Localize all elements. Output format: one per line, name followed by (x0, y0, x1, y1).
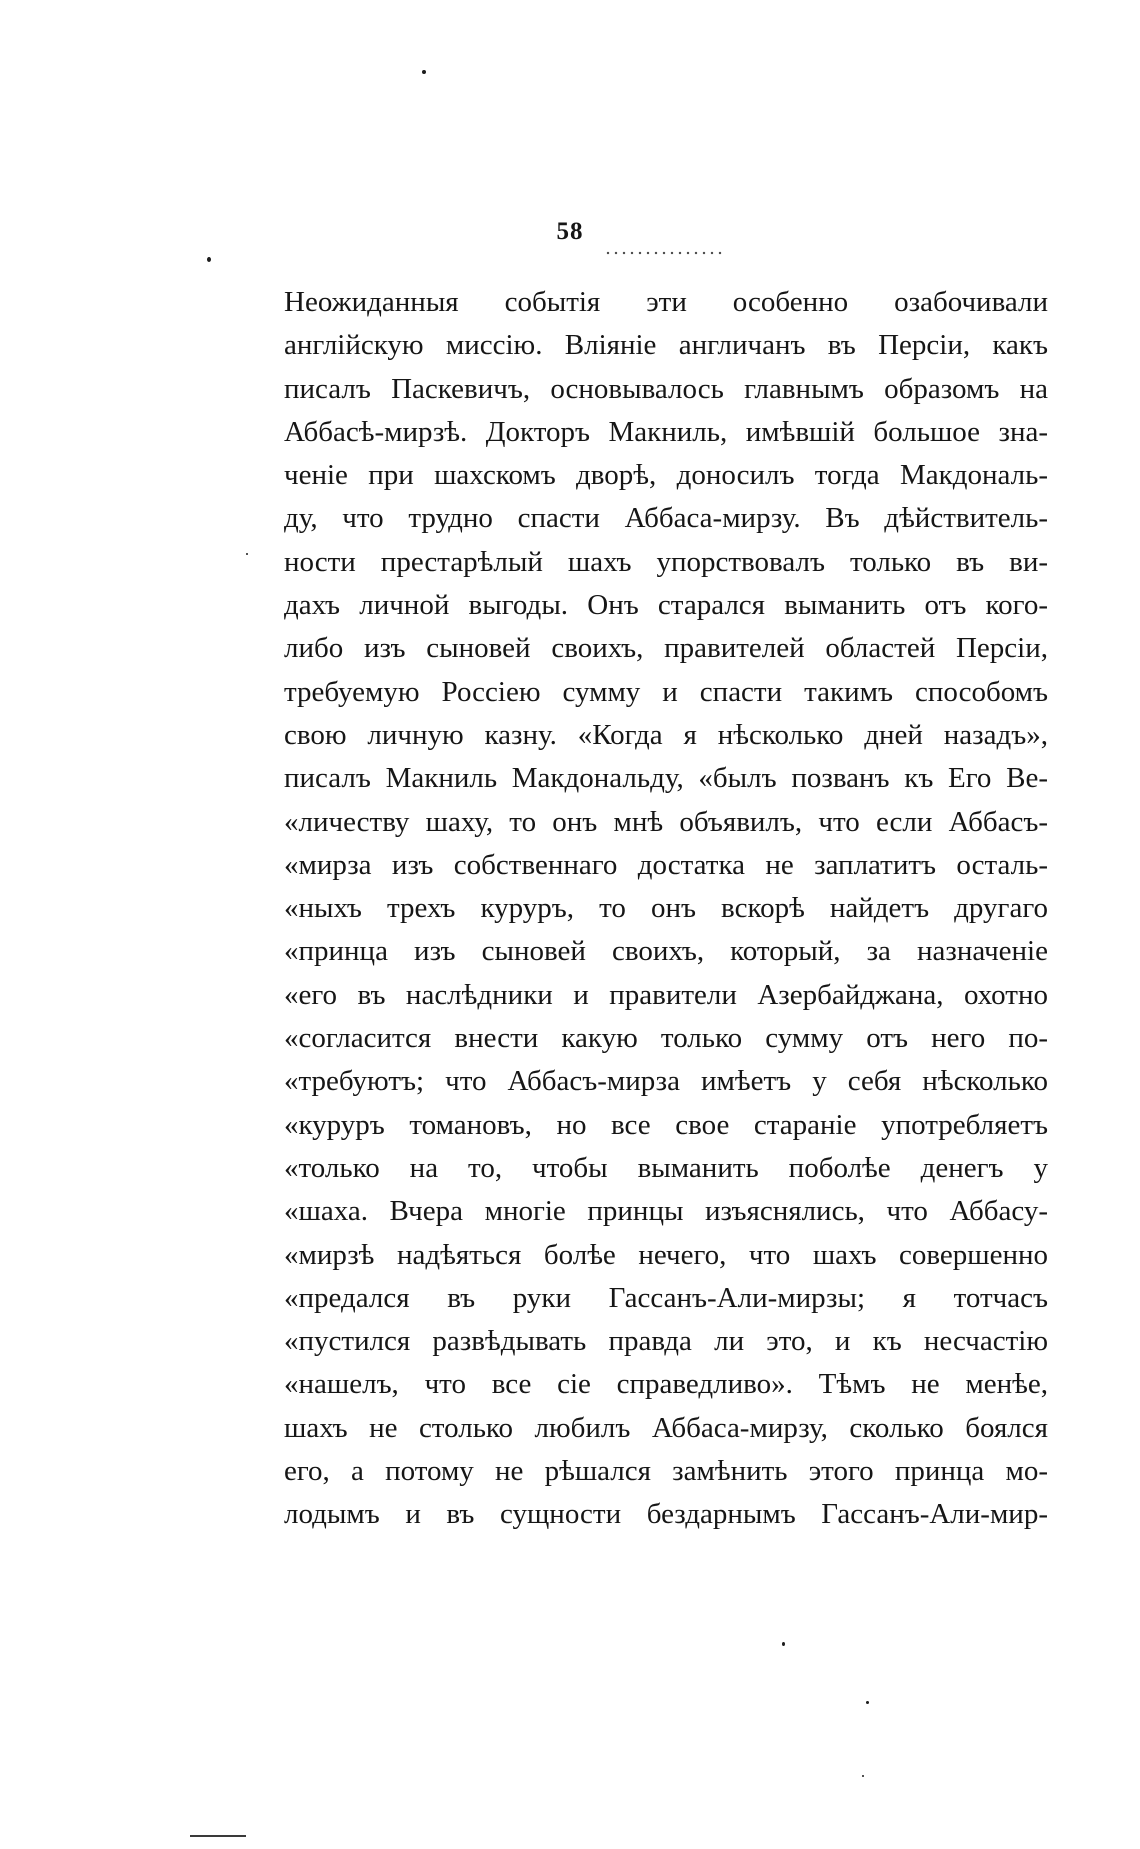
text-line: «согласится внести какую только сумму отъ него по- (284, 1022, 1048, 1055)
text-line: писалъ Паскевичъ, основывалось главнымъ образомъ на (284, 372, 1048, 405)
page-number-rule (604, 250, 724, 256)
text-line: писалъ Макниль Макдональду, «былъ позванъ къ Его Ве- (284, 762, 1048, 795)
text-line: ду, что трудно спасти Аббаса-мирзу. Въ дѣйствитель- (284, 502, 1048, 535)
page-number: 58 (556, 218, 584, 245)
text-line: ченіе при шахскомъ дворѣ, доносилъ тогда Макдональ- (284, 459, 1048, 492)
text-line: ности престарѣлый шахъ упорствовалъ только въ ви- (284, 545, 1048, 578)
scan-speck (866, 1701, 869, 1704)
text-line: его, а потому не рѣшался замѣнить этого принца мо- (284, 1455, 1048, 1488)
text-line: шахъ не столько любилъ Аббаса-мирзу, сколько боялся (284, 1411, 1048, 1444)
text-line: Неожиданныя событія эти особенно озабочивали (284, 286, 1048, 318)
scan-speck (207, 257, 211, 262)
text-line: либо изъ сыновей своихъ, правителей областей Персіи, (284, 632, 1048, 665)
text-line: «принца изъ сыновей своихъ, который, за назначеніе (284, 935, 1048, 968)
text-line: «нашелъ, что все сіе справедливо». Тѣмъ не менѣе, (284, 1368, 1048, 1401)
scan-speck (422, 70, 426, 74)
text-line: лодымъ и въ сущности бездарнымъ Гассанъ-Али-мир- (284, 1498, 1048, 1531)
text-line: «пустился развѣдывать правда ли это, и къ несчастію (284, 1325, 1048, 1358)
text-line: «мирза изъ собственнаго достатка не заплатитъ осталь- (284, 848, 1048, 881)
text-line: англійскую миссію. Вліяніе англичанъ въ Персіи, какъ (284, 329, 1048, 362)
text-line: «личеству шаху, то онъ мнѣ объявилъ, что если Аббасъ- (284, 805, 1048, 838)
text-line: требуемую Россіею сумму и спасти такимъ способомъ (284, 675, 1048, 708)
text-line: «мирзѣ надѣяться болѣе нечего, что шахъ совершенно (284, 1238, 1048, 1271)
scan-speck (862, 1775, 864, 1777)
text-block (284, 281, 1048, 1537)
text-line: «его въ наслѣдники и правители Азербайджана, охотно (284, 978, 1048, 1011)
text-line: дахъ личной выгоды. Онъ старался выманить отъ кого- (284, 589, 1048, 622)
text-line: «только на то, чтобы выманить поболѣе денегъ у (284, 1151, 1048, 1184)
bottom-rule (190, 1835, 246, 1837)
text-line: «требуютъ; что Аббасъ-мирза имѣетъ у себя нѣсколько (284, 1065, 1048, 1098)
text-line: свою личную казну. «Когда я нѣсколько дней назадъ», (284, 718, 1048, 751)
text-line: Аббасѣ-мирзѣ. Докторъ Макниль, имѣвшій большое зна- (284, 415, 1048, 448)
text-line: «шаха. Вчера многіе принцы изъяснялись, что Аббасу- (284, 1195, 1048, 1228)
text-line: «куруръ томановъ, но все свое стараніе употребляетъ (284, 1108, 1048, 1141)
scan-speck (246, 553, 248, 555)
text-line: «ныхъ трехъ куруръ, то онъ вскорѣ найдетъ другаго (284, 892, 1048, 925)
scan-speck (782, 1642, 785, 1646)
text-line: «предался въ руки Гассанъ-Али-мирзы; я тотчасъ (284, 1281, 1048, 1314)
